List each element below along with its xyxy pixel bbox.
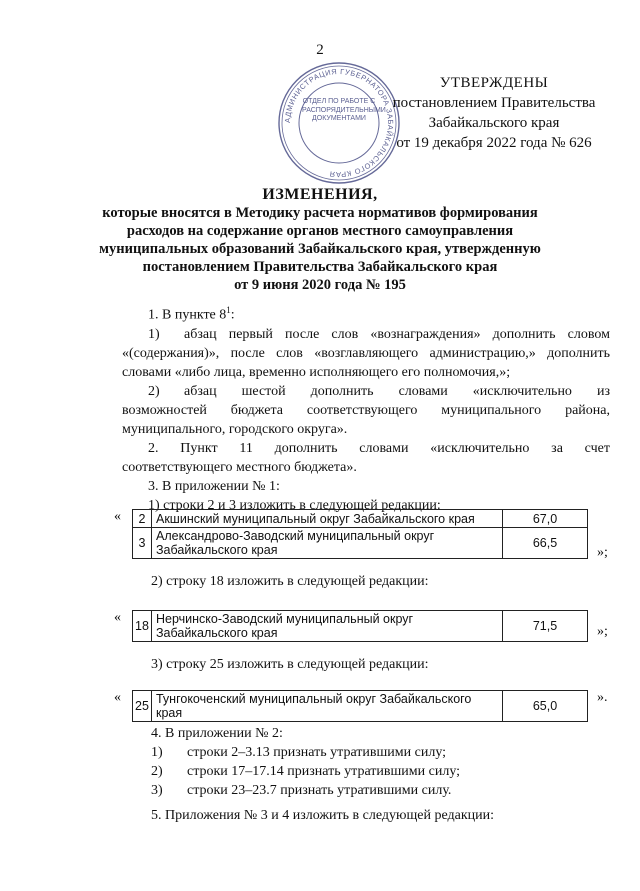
list-item: 1) строки 2–3.13 признать утратившими силу;: [151, 745, 447, 760]
table-row: 18 Нерчинско-Заводский муниципальный округ Забайкальского края 71,5: [133, 611, 588, 642]
table-row: 3 Александрово-Заводский муниципальный округ Забайкальского края 66,5: [133, 528, 588, 559]
stamp-ring-text: АДМИНИСТРАЦИЯ ГУБЕРНАТОРА ЗАБАЙКАЛЬСКОГО КРАЯ: [282, 66, 396, 180]
document-body: [122, 301, 610, 515]
table-row-25: « 25 Тунгокоченский муниципальный округ Забайкальского края 65,0 ».: [114, 690, 608, 720]
title-heading: ИЗМЕНЕНИЯ,: [262, 186, 378, 203]
approval-heading: УТВЕРЖДЕНЫ: [439, 75, 549, 91]
section-1-item-2-cont: возможностей бюджета соответствующего муниципального района, муниципального, городского округа».: [122, 402, 610, 437]
section-1-intro: 1. В пункте $8^1$:: [148, 305, 235, 323]
data-table: [132, 690, 588, 722]
approval-block: [384, 73, 604, 153]
section-4-intro: 4. В приложении № 2:: [151, 726, 283, 741]
section-2-cont: соответствующего местного бюджета».: [122, 459, 357, 475]
section-1-item-1-cont: «(содержания)», после слов «возглавляющего администрацию,» дополнить словами «либо лица, временно исполняющего его полномочия,»;: [122, 345, 610, 380]
approval-line: постановлением Правительства: [392, 95, 596, 111]
page-number: 2: [316, 42, 324, 58]
stamp-center-text: ОТДЕЛ ПО РАБОТЕ С РАСПОРЯДИТЕЛЬНЫМИ ДОКУМЕНТАМИ: [302, 98, 386, 122]
title-line: которые вносятся в Методику расчета нормативов формирования: [102, 205, 538, 221]
title-line: от 9 июня 2020 года № 195: [234, 277, 406, 293]
document-title: [0, 186, 640, 294]
section-3-sub-3: 3) строку 25 изложить в следующей редакции:: [151, 657, 429, 672]
table-row: 25 Тунгокоченский муниципальный округ Забайкальского края 65,0: [133, 691, 588, 722]
data-table: [132, 509, 588, 559]
approval-line: от 19 декабря 2022 года № 626: [396, 135, 592, 151]
table-row: 2 Акшинский муниципальный округ Забайкальского края 67,0: [133, 510, 588, 528]
table-row-18: « 18 Нерчинско-Заводский муниципальный округ Забайкальского края 71,5 »;: [114, 610, 608, 640]
section-1-item-1: 1) абзац первый после слов «вознаграждения» дополнить словом: [148, 326, 610, 342]
section-3-sub-2: 2) строку 18 изложить в следующей редакции:: [151, 574, 429, 589]
section-3-sub-1: 1) строки 2 и 3 изложить в следующей редакции:: [148, 497, 441, 513]
section-4: [151, 724, 591, 800]
section-3-intro: 3. В приложении № 1:: [148, 478, 280, 494]
approval-line: Забайкальского края: [428, 115, 560, 131]
list-item: 3) строки 23–23.7 признать утратившими силу.: [151, 783, 452, 798]
title-line: расходов на содержание органов местного самоуправления: [126, 223, 514, 239]
section-1-item-2: 2) абзац шестой дополнить словами «исключительно из: [148, 383, 610, 399]
table-rows-2-3: « 2 Акшинский муниципальный округ Забайкальского края 67,0 3 Александрово-Заводский муниципальный округ Забайкальского края 66,5 »;: [114, 509, 608, 560]
title-line: муниципальных образований Забайкальского края, утвержденную: [99, 241, 541, 257]
section-5-text: 5. Приложения № 3 и 4 изложить в следующей редакции:: [151, 808, 494, 823]
data-table: [132, 610, 588, 642]
section-2-text: 2. Пункт 11 дополнить словами «исключительно за счет: [148, 440, 610, 456]
list-item: 2) строки 17–17.14 признать утратившими силу;: [151, 764, 461, 779]
title-line: постановлением Правительства Забайкальского края: [142, 259, 498, 275]
